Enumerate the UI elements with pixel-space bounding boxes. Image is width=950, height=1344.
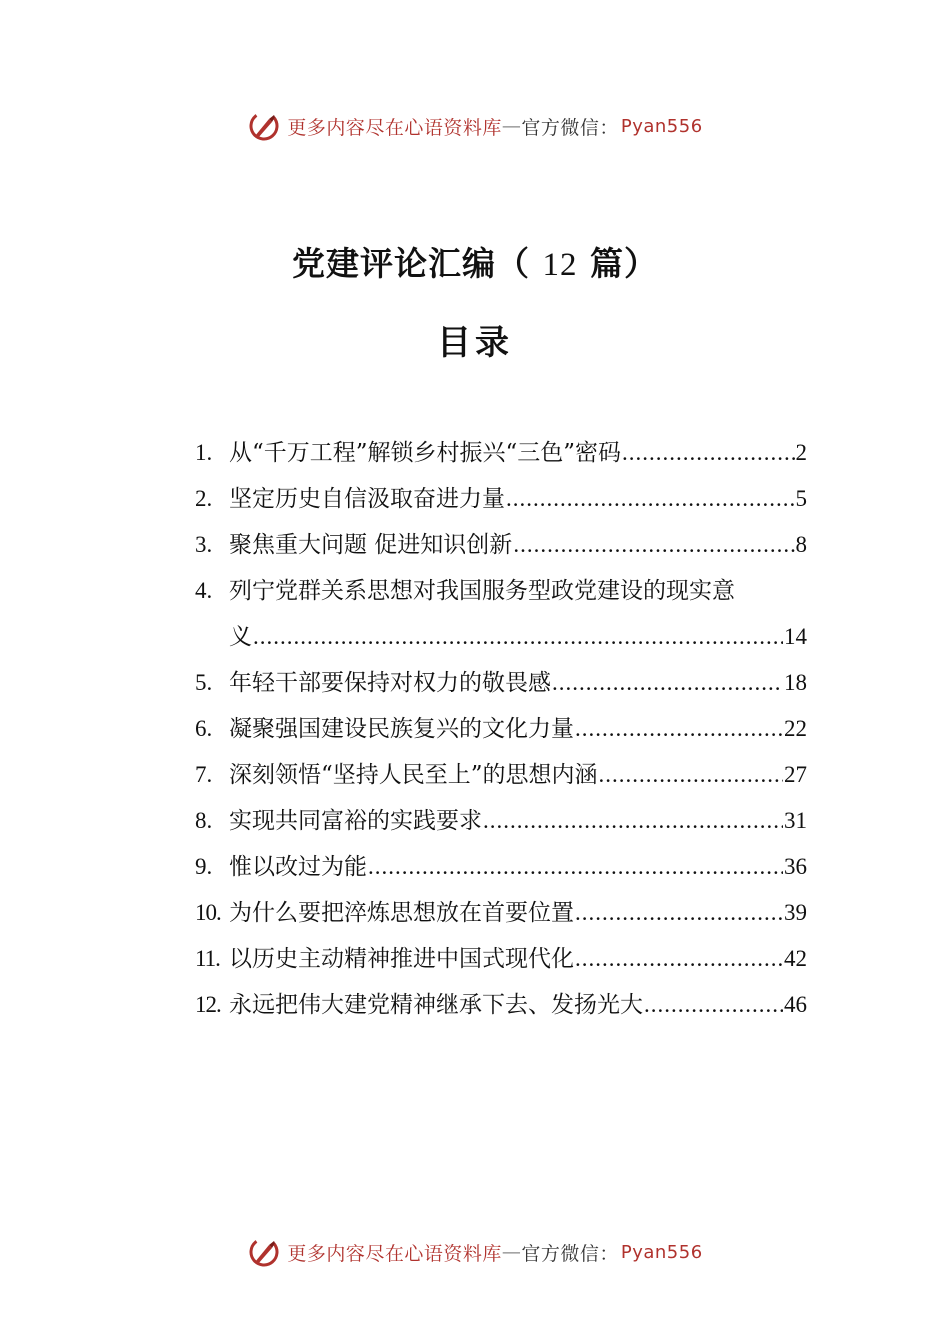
toc-page: 18 (784, 670, 807, 695)
toc-index: 7. (195, 762, 213, 787)
toc-leader (575, 890, 783, 936)
document-title (0, 238, 950, 285)
toc-item-8[interactable] (195, 798, 807, 844)
toc-index: 2. (195, 486, 213, 511)
toc-title: 坚定历史自信汲取奋进力量 (229, 486, 505, 512)
title-suffix: 篇） (590, 244, 658, 283)
toc-title: 聚焦重大问题 促进知识创新 (229, 532, 513, 558)
toc-heading: 目录 (437, 323, 513, 363)
toc-index: 4. (195, 578, 213, 603)
toc-item-12[interactable] (195, 982, 807, 1028)
toc-title: 凝聚强国建设民族复兴的文化力量 (229, 716, 574, 742)
toc-index: 8. (195, 808, 213, 833)
toc-leader (253, 614, 783, 660)
toc-item-2[interactable] (195, 476, 807, 522)
toc-index: 1. (195, 440, 213, 465)
toc-leader (506, 476, 795, 522)
watermark-text: 更多内容尽在心语资料库 (287, 116, 502, 139)
toc-page: 46 (784, 992, 807, 1017)
toc-page: 39 (784, 900, 807, 925)
toc-title: 深刻领悟“坚持人民至上”的思想内涵 (229, 762, 598, 788)
watermark-handle: Pyan556 (620, 115, 703, 137)
toc-title: 年轻干部要保持对权力的敬畏感 (229, 670, 551, 696)
toc-title: 以历史主动精神推进中国式现代化 (229, 946, 574, 972)
watermark-separator: — (501, 115, 522, 137)
toc-leader (575, 706, 783, 752)
header-watermark (0, 106, 950, 146)
watermark-handle: Pyan556 (620, 1241, 703, 1263)
toc-page: 2 (795, 440, 807, 465)
toc-index: 12. (195, 992, 221, 1017)
toc-page: 5 (795, 486, 807, 511)
watermark-separator: — (501, 1241, 522, 1263)
toc-item-3[interactable] (195, 522, 807, 568)
toc-title-line1: 列宁党群关系思想对我国服务型政党建设的现实意 (229, 578, 735, 604)
toc-leader (622, 430, 794, 476)
toc-leader (552, 660, 783, 706)
toc-index: 5. (195, 670, 213, 695)
toc-page: 36 (784, 854, 807, 879)
toc-title: 实现共同富裕的实践要求 (229, 808, 482, 834)
footer-watermark (0, 1232, 950, 1272)
toc-index: 11. (195, 946, 220, 971)
toc-index: 10. (195, 900, 221, 925)
toc-title: 惟以改过为能 (229, 854, 367, 880)
toc-leader (513, 522, 794, 568)
toc-item-5[interactable] (195, 660, 807, 706)
toc-leader (599, 752, 783, 798)
toc-item-9[interactable] (195, 844, 807, 890)
toc-title: 为什么要把淬炼思想放在首要位置 (229, 900, 574, 926)
toc-leader (483, 798, 783, 844)
title-prefix: 党建评论汇编（ (292, 244, 530, 283)
toc-page: 22 (784, 716, 807, 741)
pen-logo-icon (247, 1235, 281, 1269)
watermark-text: 更多内容尽在心语资料库 (287, 1242, 502, 1265)
table-of-contents (195, 430, 807, 1028)
toc-page: 8 (795, 532, 807, 557)
toc-index: 6. (195, 716, 213, 741)
toc-page: 42 (784, 946, 807, 971)
toc-item-6[interactable] (195, 706, 807, 752)
toc-leader (575, 936, 783, 982)
watermark-wechat-label: 官方微信： (521, 116, 619, 139)
toc-index: 3. (195, 532, 213, 557)
toc-leader (368, 844, 783, 890)
toc-item-1[interactable] (195, 430, 807, 476)
watermark-wechat-label: 官方微信： (521, 1242, 619, 1265)
toc-title: 永远把伟大建党精神继承下去、发扬光大 (229, 992, 643, 1018)
toc-item-4[interactable] (195, 568, 807, 660)
toc-title: 从“千万工程”解锁乡村振兴“三色”密码 (229, 440, 622, 466)
title-number: 12 (542, 247, 578, 283)
toc-page: 31 (784, 808, 807, 833)
toc-item-11[interactable] (195, 936, 807, 982)
toc-page: 27 (784, 762, 807, 787)
toc-item-10[interactable] (195, 890, 807, 936)
toc-page: 14 (784, 624, 807, 649)
toc-leader (644, 982, 783, 1028)
pen-logo-icon (247, 109, 281, 143)
toc-title-line2: 义 (229, 624, 252, 650)
toc-index: 9. (195, 854, 213, 879)
toc-item-7[interactable] (195, 752, 807, 798)
